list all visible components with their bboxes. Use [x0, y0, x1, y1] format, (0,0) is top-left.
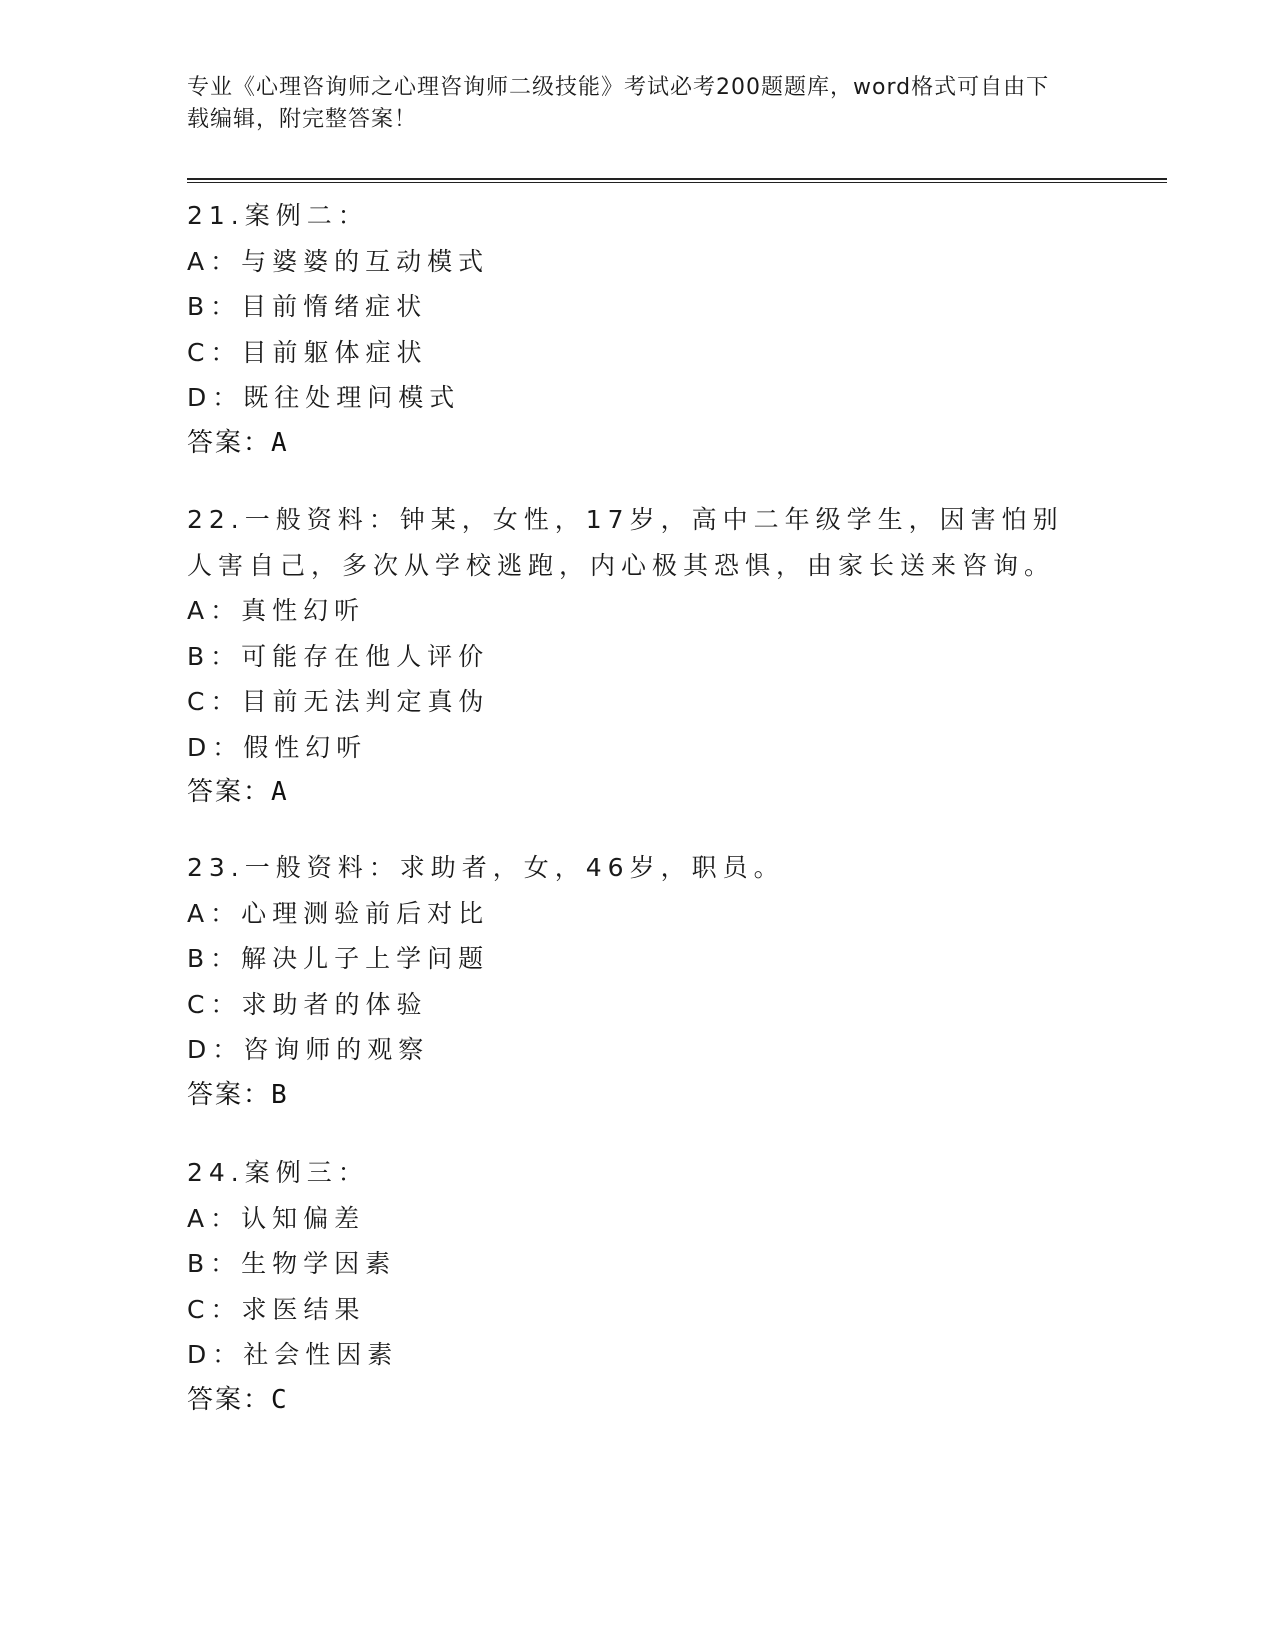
answer-line: [187, 421, 1167, 466]
option-a: A：心理测验前后对比: [187, 898, 490, 928]
option-c: C：目前无法判定真伪: [187, 687, 490, 716]
question-stem: 22.一般资料：钟某，女性，17岁，高中二年级学生，因害怕别人害自己，多次从学校逃跑，内心极其恐惧，由家长送来咨询。: [187, 505, 1064, 580]
question-stem: 21.案例二：: [187, 201, 369, 230]
answer-line: [187, 1073, 1167, 1118]
option-d: D：咨询师的观察: [187, 1035, 430, 1064]
question-stem: 23.一般资料：求助者，女，46岁，职员。: [187, 853, 785, 882]
question-24: [187, 1150, 1167, 1423]
question-22: [187, 497, 1167, 815]
answer-line: [187, 1378, 1167, 1423]
question-23: [187, 845, 1167, 1118]
option-a: A：真性幻听: [187, 596, 366, 625]
option-a: A：认知偏差: [187, 1203, 366, 1233]
answer-label: 答案：: [187, 427, 272, 458]
option-c: C：求助者的体验: [187, 989, 428, 1019]
option-d: D：既往处理问模式: [187, 383, 461, 412]
answer-value: B: [271, 1079, 289, 1110]
answer-value: A: [271, 777, 289, 807]
option-b: B：解决儿子上学问题: [187, 944, 490, 973]
option-b: B：可能存在他人评价: [187, 641, 490, 671]
answer-label: 答案：: [187, 777, 272, 807]
question-stem: 24.案例三：: [187, 1158, 369, 1187]
option-b: B：生物学因素: [187, 1249, 397, 1278]
option-d: D：社会性因素: [187, 1340, 399, 1369]
option-c: C：求医结果: [187, 1294, 366, 1324]
question-21: [187, 193, 1167, 466]
header-divider: [187, 178, 1167, 183]
option-d: D：假性幻听: [187, 732, 368, 762]
answer-label: 答案：: [187, 1079, 272, 1110]
answer-label: 答案：: [187, 1384, 272, 1415]
answer-line: [187, 770, 1167, 815]
option-c: C：目前躯体症状: [187, 337, 428, 367]
answer-value: A: [271, 427, 289, 458]
answer-value: C: [271, 1384, 289, 1415]
option-b: B：目前惰绪症状: [187, 292, 428, 321]
document-header: 专业《心理咨询师之心理咨询师二级技能》考试必考200题题库，word格式可自由下载编辑，附完整答案！: [187, 75, 1050, 132]
option-a: A：与婆婆的互动模式: [187, 246, 490, 276]
